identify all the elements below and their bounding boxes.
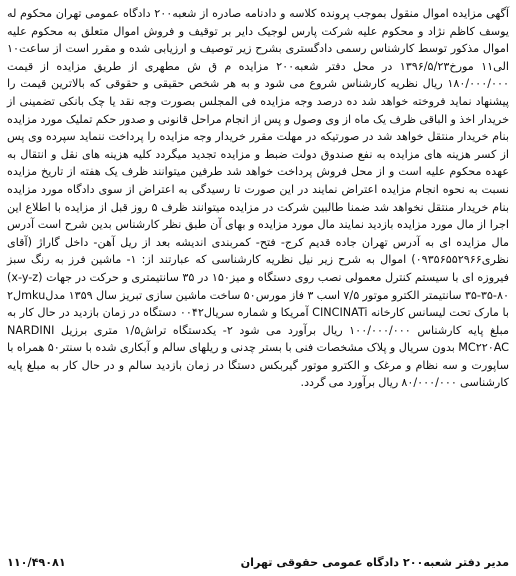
notice-body-text: آگهی مزایده اموال منقول بموجب پرونده کلاسه و دادنامه صادره از شعبه۲۰۰ دادگاه عمومی تهران محکوم له یوسف کاظم نژاد و محکوم علیه شرکت پارس لوجیک دایر بر توقیف و فروش اموال متعلق به محکوم علیه اموال مذکور توسط کارشناس رسمی دادگستری بشرح زیر توصیف و ارزیابی شده و مقرر است از ساعت۱۰ الی۱۱ مورخ۱۳۹۶/۵/۲۳ در محل دفتر شعبه۲۰۰ مزایده م ق ش مطهری از طریق مزایده از قیمت ۱۸۰/۰۰۰/۰۰۰ ریال نظریه کارشناس شروع می شود و به هر شخص حقیقی و حقوقی که بالاترین قیمت را پیشنهاد نماید فروخته خواهد شد ده درصد وجه مزایده فی المجلس بصورت وجه نقد یا چک بانکی تضمینی از خریدار اخذ و الباقی ظرف یک ماه از وی وصول و پس از انجام مراحل قانونی و صدور حکم تملیک مورد مزایده بنام خریدار منتقل خواهد شد در صورتیکه در مهلت مقرر خریدار وجه مزایده را پرداخت ننماید سپرده وی پس از کسر هزینه های مزایده به نفع صندوق دولت ضبط و مزایده تجدید میگردد کلیه هزینه های نقل و انتقال به عهده محکوم علیه است و از محل فروش پرداخت خواهد شد طرفین میتوانند ظرف یک هفته از تاریخ مزایده نسبت به نحوه انجام مزایده اعتراض نمایند در این صورت تا رسیدگی به اعتراض از سوی دادگاه مورد مزایده بنام خریدار منتقل نخواهد شد ضمنا طالبین شرکت در مزایده میتوانند ظرف ۵ روز قبل از مزایده با اطلاع این اجرا از مال مورد مزایده بازدید نمایند مال مورد مزایده و بهای آن طبق نظر کارشناس بدین شرح است آدرس مال مزایده ای به آدرس تهران جاده قدیم کرج- فتح- کمربندی اندیشه بعد از ریل آهن- داخل گاراژ (آقای نظری۰۹۳۵۶۵۵۲۹۶۶) اموال به شرح زیر نیل نظریه کارشناسی که عبارتند از: ۱- ماشین فرز به رنگ سبز فیروزه ای با سیستم کنترل معمولی نصب روی دستگاه و میز۱۵۰ در ۳۵ سانتیمتری و حرکت در جهات (x-y-z) ۳۵-۳۵-۸۰ سانتیمتر الکترو موتور ۷/۵ اسب ۳ فاز مورس۵۰ ساخت ماشین سازی تبریز سال ۱۳۵۹ مدلmkuل۲ با مارک تحت لیسانس کارخانه CINCINATi آمریکا و شماره سریال۰۰۴۲ دستگاه در زمان بازدید در حال کار به مبلغ پایه کارشناس ۱۰۰/۰۰۰/۰۰۰ ریال برآورد می شود ۲- یکدستگاه تراش۱/۵ متری برزیل NARDINI MC۲۲۰AC بدون سریال و پلاک مشخصات فنی با بستر چدنی و ریلهای سالم و آبکاری شده با سنتر۵۰ همراه با ساپورت و سه نظام و مرغک و الکترو موتور گیربکس دستگا در زمان بازدید سالم و در حال کار به مبلغ پایه کارشناسی ۸۰/۰۰۰/۰۰۰ ریال برآورد می گردد. [7,7,509,390]
notice-code: ۱۱۰/۴۹۰۸۱ [7,556,66,569]
notice-footer [7,555,509,571]
signature-line: مدیر دفتر شعبه۲۰۰ دادگاه عمومی حقوقی تهران [240,556,509,569]
